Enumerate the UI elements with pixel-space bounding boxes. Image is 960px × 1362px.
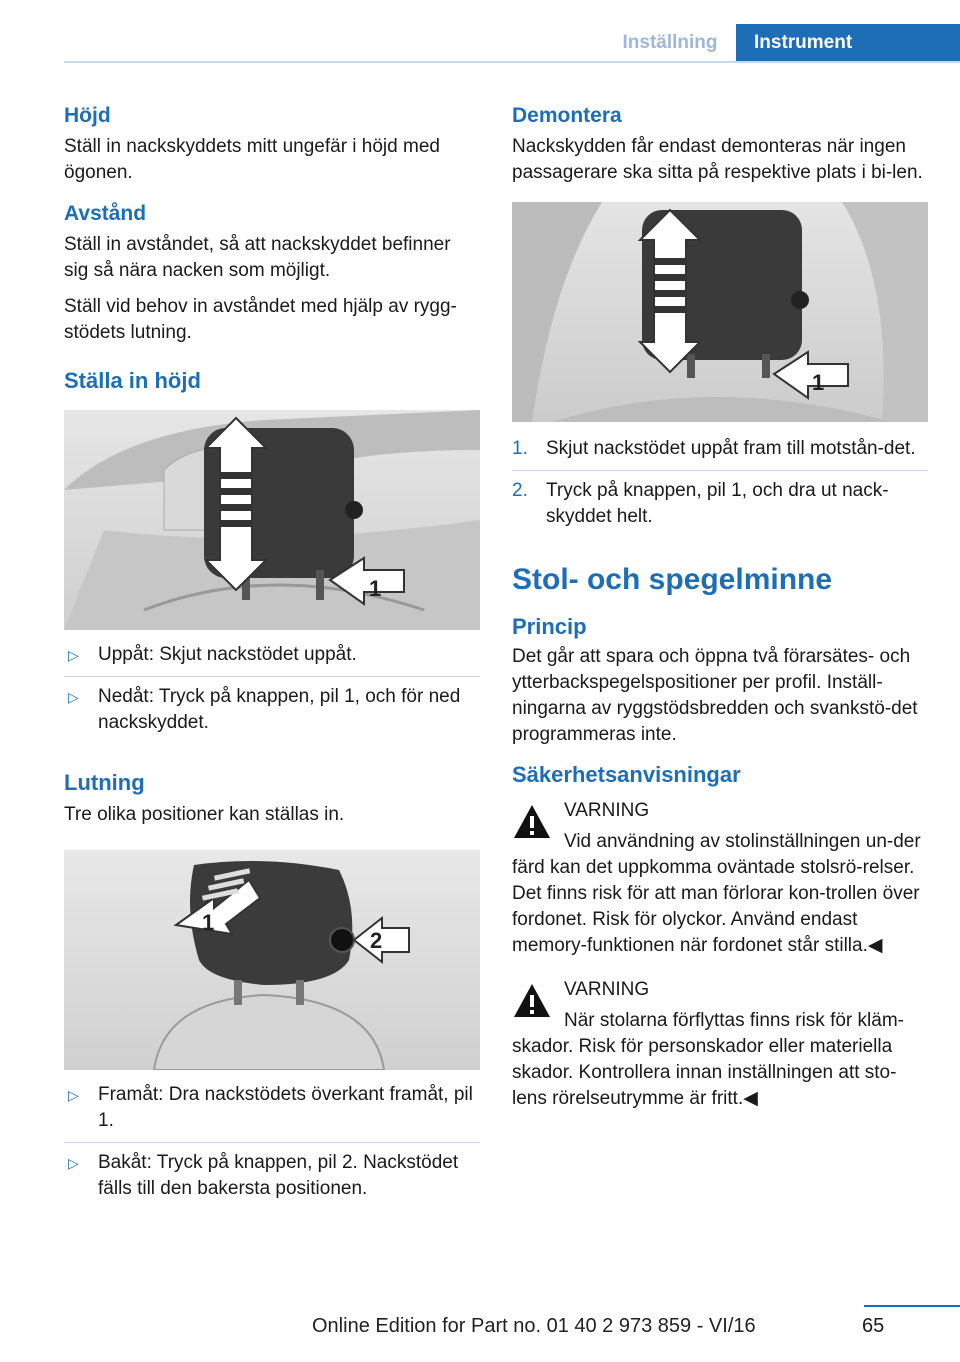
paragraph-avstand-2: Ställ vid behov in avståndet med hjälp av rygg‐stödets lutning. [64,296,457,343]
figure2-arrow1-label: 1 [202,910,215,935]
tab-instrument[interactable]: Instrument [736,24,960,62]
heading-hojd: Höjd [64,104,111,127]
header-rule [64,61,960,63]
list-item-text: Bakåt: Tryck på knappen, pil 2. Nackstödet fälls till den bakersta positionen. [98,1152,459,1199]
list-divider [64,1142,480,1143]
paragraph-princip: Det går att spara och öppna två förarsätes- och ytterbackspegelspositioner per profil. Inställ‐ningarna av ryggstödsbredden och svankstö‐det programmeras inte. [512,646,918,745]
list-item-text: Framåt: Dra nackstödets överkant framåt, pil 1. [98,1084,473,1131]
list-item [64,642,480,668]
right-column [512,100,928,1112]
warning-block-2 [512,977,928,1112]
list-item-text: Tryck på knappen, pil 1, och dra ut nack‐skyddet helt. [546,480,889,527]
page-number-rule [864,1305,960,1307]
figure2-arrow2-label: 2 [370,928,383,953]
warning-label: VARNING [564,800,650,821]
bullet-marker-icon: ▷ [68,1087,79,1103]
step-number: 2. [512,480,528,501]
warning-text: Vid användning av stolinställningen un‐der färd kan det uppkomma oväntade stolsrö‐relser. Det finns risk för att man förlorar kon‐trollen över fordonet. Risk för olyckor. Använd endast memory-funktionen när fordonet står stilla.◀ [512,831,921,956]
list-item-text: Skjut nackstödet uppåt fram till motstån‐det. [546,438,916,459]
list-item [64,1082,480,1134]
left-column [64,100,480,1202]
figure-headrest-tilt [64,850,480,1070]
heading-sakerhetsanvisningar: Säkerhetsanvisningar [512,762,741,787]
figure3-arrow-label: 1 [812,370,825,395]
footer-edition: Online Edition for Part no. 01 40 2 973 859 - VI/16 [312,1315,756,1337]
list-item [512,478,928,530]
heading-stol-och-spegelminne: Stol- och spegelminne [512,563,833,596]
figure-headrest-remove [512,202,928,422]
heading-stalla-in-hojd: Ställa in höjd [64,368,201,393]
warning-triangle-icon [512,802,552,842]
bullet-list-2 [64,1082,480,1202]
paragraph-lutning: Tre olika positioner kan ställas in. [64,804,345,825]
heading-demontera: Demontera [512,104,622,127]
bullet-marker-icon: ▷ [68,647,79,663]
list-item [64,684,480,736]
warning-label: VARNING [564,979,650,1000]
tab-installning[interactable]: Inställning [622,32,718,53]
warning-block-1 [512,798,928,959]
page-number: 65 [862,1315,885,1337]
bullet-list-1 [64,642,480,736]
bullet-marker-icon: ▷ [68,689,79,705]
heading-avstand: Avstånd [64,202,147,225]
numbered-list [512,436,928,530]
heading-lutning: Lutning [64,770,145,795]
paragraph-avstand-1: Ställ in avståndet, så att nackskyddet befinner sig så nära nacken som möjligt. [64,234,451,281]
figure1-arrow-label: 1 [369,576,382,601]
heading-princip: Princip [512,614,587,639]
warning-triangle-icon [512,981,552,1021]
list-item-text: Nedåt: Tryck på knappen, pil 1, och för ned nackskyddet. [98,686,461,733]
figure-headrest-height [64,410,480,630]
list-divider [512,470,928,471]
list-divider [64,676,480,677]
step-number: 1. [512,438,528,459]
list-item-text: Uppåt: Skjut nackstödet uppåt. [98,644,357,665]
list-item [512,436,928,462]
warning-text: När stolarna förflyttas finns risk för kläm‐skador. Risk för personskador eller materiella skador. Kontrollera innan inställningen att sto‐lens rörelseutrymme är fritt.◀ [512,1010,904,1109]
list-item [64,1150,480,1202]
paragraph-demontera: Nackskydden får endast demonteras när ingen passagerare ska sitta på respektive plats i bi‐len. [512,136,923,183]
bullet-marker-icon: ▷ [68,1155,79,1171]
paragraph-hojd: Ställ in nackskyddets mitt ungefär i höjd med ögonen. [64,136,440,183]
